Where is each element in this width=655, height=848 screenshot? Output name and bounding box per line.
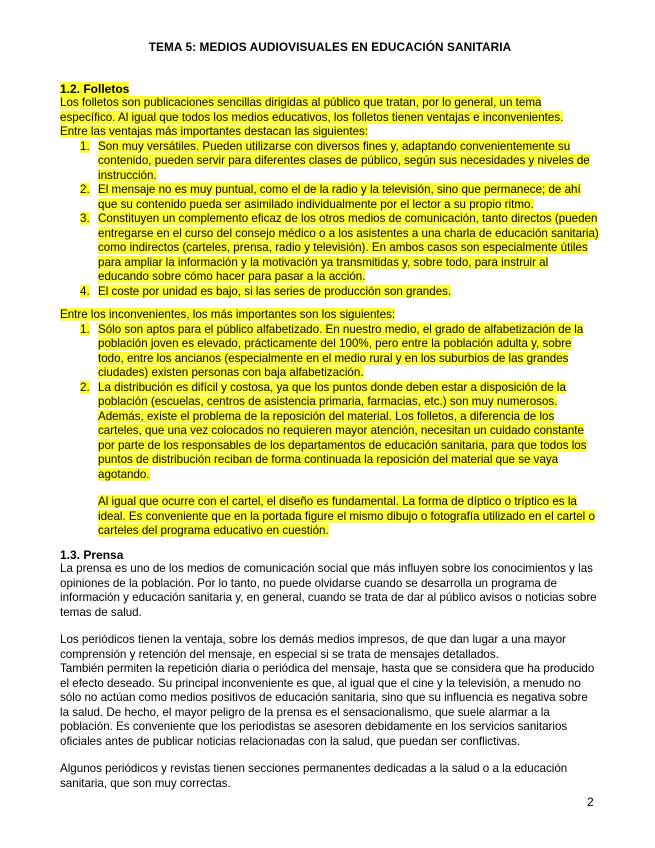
list-item-text: Constituyen un complemento eficaz de los otros medios de comunicación, tanto directos (pueden entregarse en el curso del consejo médico o a los asistentes a una charla de educación sanitaria) como indirectos (carteles, prensa, radio y televisión). En ambos casos son especialmente útiles para ampliar la información y la motivación ya transmitidas y, sobre todo, para instruir al educando sobre cómo hacer para pasar a la acción. bbox=[98, 212, 599, 283]
list-item bbox=[60, 140, 600, 184]
list-item-text: Son muy versátiles. Pueden utilizarse con diversos fines y, adaptando convenientemente su contenido, pueden servir para diferentes clases de público, según sus necesidades y niveles de instrucción. bbox=[98, 139, 590, 182]
heading-text: 1.2. Folletos bbox=[60, 81, 130, 96]
list-number: 3. bbox=[80, 212, 90, 225]
ventajas-list bbox=[60, 140, 600, 300]
list-item bbox=[60, 285, 600, 300]
prensa-paragraph: La prensa es uno de los medios de comunicación social que más influyen sobre los conocimientos y las opiniones de la población. Por lo tanto, no puede olvidarse cuando se desarrolla un programa de información y educación sanitaria y, en general, cuando se trata de dar al público avisos o noticias sobre temas de salud. bbox=[60, 562, 597, 619]
list-item-text: El mensaje no es muy puntual, como el de la radio y la televisión, sino que permanece; de ahí que su contenido pueda ser asimilado individualmente por el lector a su propio ritmo. bbox=[98, 183, 581, 211]
inconvenientes-intro bbox=[60, 308, 600, 323]
list-item bbox=[60, 183, 600, 212]
section-heading-folletos bbox=[60, 82, 600, 97]
inconvenientes-intro-text: Entre los inconvenientes, los más importantes son los siguientes: bbox=[60, 308, 396, 321]
ventajas-intro bbox=[60, 125, 600, 140]
list-number: 1. bbox=[80, 322, 90, 336]
folletos-intro-text: Los folletos son publicaciones sencillas dirigidas al público que tratan, por lo general, un tema específico. Al igual que todos los medios educativos, los folletos tienen ventajas e inconvenientes. bbox=[60, 96, 564, 124]
folletos-nota bbox=[60, 495, 600, 539]
document-page bbox=[60, 40, 600, 791]
document-title: TEMA 5: MEDIOS AUDIOVISUALES EN EDUCACIÓN SANITARIA bbox=[148, 40, 512, 54]
list-item bbox=[60, 212, 600, 285]
list-item bbox=[60, 323, 600, 381]
folletos-nota-text: Al igual que ocurre con el cartel, el diseño es fundamental. La forma de díptico o tríptico es la ideal. Es conveniente que en la portada figure el mismo dibujo o fotografía utilizado en el cartel o carteles del programa educativo en cuestión. bbox=[98, 495, 595, 537]
inconvenientes-list bbox=[60, 323, 600, 483]
list-number: 2. bbox=[80, 183, 90, 196]
prensa-paragraph: También permiten la repetición diaria o periódica del mensaje, hasta que se considera que ha producido el efecto deseado. Su principal inconveniente es que, al igual que el cine y la televisión, a menudo no sólo no actúan como medios positivos de educación sanitaria, sino que su influencia es negativa sobre la salud. De hecho, el mayor peligro de la prensa es el sensacionalismo, que suele alarmar a la población. Es conveniente que los periodistas se asesoren debidamente en los servicios sanitarios oficiales antes de publicar noticias relacionadas con la salud, que puedan ser conflictivas. bbox=[60, 662, 595, 748]
section-prensa bbox=[60, 548, 600, 792]
ventajas-intro-text: Entre las ventajas más importantes destacan las siguientes: bbox=[60, 125, 369, 138]
section-folletos bbox=[60, 82, 600, 539]
prensa-paragraph: Los periódicos tienen la ventaja, sobre los demás medios impresos, de que dan lugar a una mayor comprensión y retención del mensaje, en especial si se trata de mensajes detallados. bbox=[60, 633, 566, 661]
list-number: 4. bbox=[80, 284, 90, 298]
list-item bbox=[60, 381, 600, 483]
list-number: 1. bbox=[80, 139, 90, 153]
list-item-text: La distribución es difícil y costosa, ya que los puntos donde deben estar a disposición de la población (escuelas, centros de asistencia primaria, farmacias, etc.) son muy numerosos. Además, existe el problema de la reposición del material. Los folletos, a diferencia de los carteles, que una vez colocados no requieren mayor atención, necesitan un cuidado constante por parte de los responsables de los departamentos de educación sanitaria, para que todos los puntos de distribución reciban de forma continuada la reposición del material que se vaya agotando. bbox=[98, 380, 587, 481]
list-item-text: Sólo son aptos para el público alfabetizado. En nuestro medio, el grado de alfabetización de la población joven es elevado, prácticamente del 100%, pero entre la población adulta y, sobre todo, entre los ancianos (especialmente en el medio rural y en los suburbios de las grandes ciudades) existen personas con baja alfabetización. bbox=[98, 322, 584, 379]
folletos-intro bbox=[60, 96, 600, 125]
page-number: 2 bbox=[587, 795, 594, 809]
list-item-text: El coste por unidad es bajo, si las series de producción son grandes. bbox=[98, 284, 452, 298]
prensa-paragraph: Algunos periódicos y revistas tienen secciones permanentes dedicadas a la salud o a la educación sanitaria, que son muy correctas. bbox=[60, 762, 568, 790]
section-heading-prensa: 1.3. Prensa bbox=[60, 547, 124, 562]
list-number: 2. bbox=[80, 380, 90, 394]
